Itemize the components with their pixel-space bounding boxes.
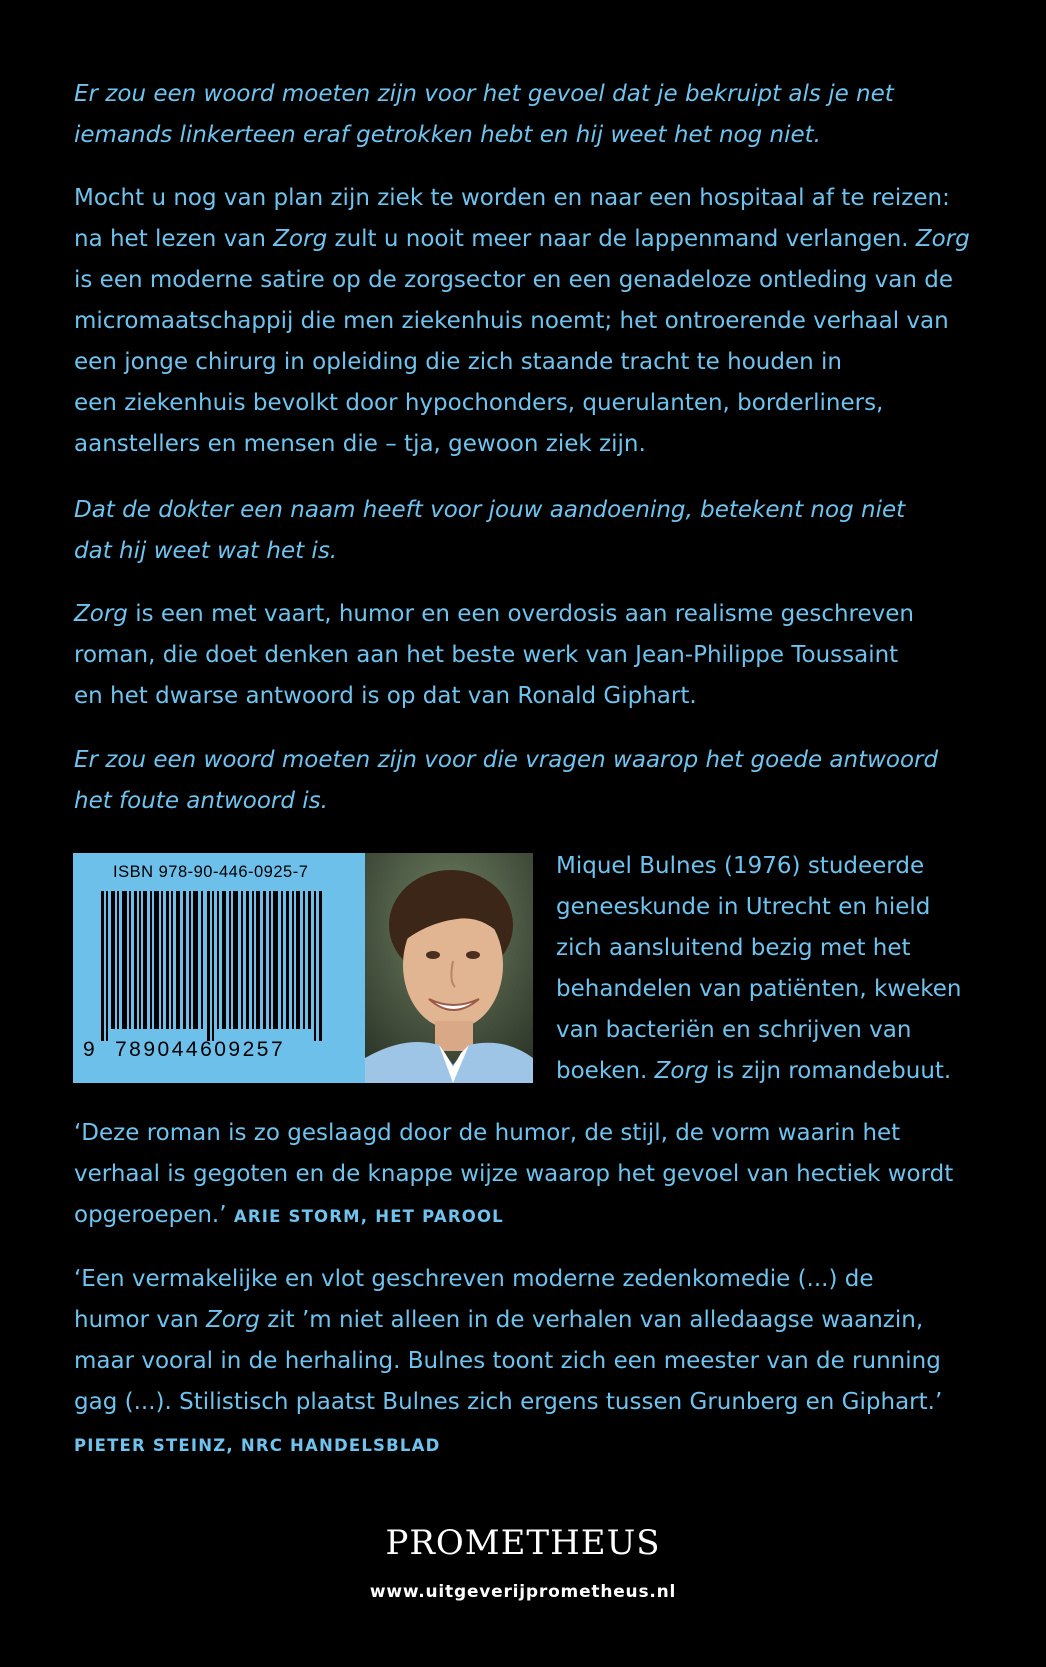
isbn-barcode <box>73 853 365 1083</box>
text-line: gag (...). Stilistisch plaatst Bulnes zich ergens tussen Grunberg en Giphart.’ <box>74 1389 943 1415</box>
book-title: Zorg <box>915 226 970 252</box>
text-line: van bacteriën en schrijven van <box>556 1017 912 1043</box>
text-line: is zijn romandebuut. <box>708 1058 952 1084</box>
text-line: een ziekenhuis bevolkt door hypochonders, querulanten, borderliners, <box>74 390 884 416</box>
book-title: Zorg <box>273 226 328 252</box>
quote-line: dat hij weet wat het is. <box>74 538 338 564</box>
text-line: en het dwarse antwoord is op dat van Ronald Giphart. <box>74 683 697 709</box>
third-quote <box>74 740 999 822</box>
book-title: Zorg <box>206 1307 260 1333</box>
review-attribution: ARIE STORM, HET PAROOL <box>233 1207 504 1226</box>
text-line: behandelen van patiënten, kweken <box>556 976 962 1002</box>
text-line: is een moderne satire op de zorgsector en een genadeloze ontleding van de <box>74 267 953 293</box>
text-line: zit ’m niet alleen in de verhalen van alledaagse waanzin, <box>259 1307 924 1333</box>
quote-line: Er zou een woord moeten zijn voor die vragen waarop het goede antwoord <box>74 747 939 773</box>
text-line: ‘Een vermakelijke en vlot geschreven moderne zedenkomedie (...) de <box>74 1266 874 1292</box>
isbn-number: ISBN 978-90-446-0925-7 <box>113 863 309 881</box>
book-title: Zorg <box>74 601 128 627</box>
text-line: boeken. <box>556 1058 655 1084</box>
quote-line: iemands linkerteen eraf getrokken hebt en hij weet het nog niet. <box>74 122 821 148</box>
barcode-bars <box>101 891 341 1041</box>
second-quote <box>74 490 999 572</box>
text-line: maar vooral in de herhaling. Bulnes toont zich een meester van de running <box>74 1348 941 1374</box>
opening-quote <box>74 74 999 156</box>
text-line: ‘Deze roman is zo geslaagd door de humor, de stijl, de vorm waarin het <box>74 1120 901 1146</box>
synopsis-paragraph <box>74 178 999 465</box>
text-line: geneeskunde in Utrecht en hield <box>556 894 931 920</box>
text-line: roman, die doet denken aan het beste werk van Jean-Philippe Toussaint <box>74 642 899 668</box>
review-quote-2 <box>74 1259 999 1423</box>
quote-line: Dat de dokter een naam heeft voor jouw aandoening, betekent nog niet <box>74 497 906 523</box>
text-line: opgeroepen.’ <box>74 1202 227 1228</box>
quote-line: Er zou een woord moeten zijn voor het gevoel dat je bekruipt als je net <box>74 81 894 107</box>
author-bio <box>556 846 996 1092</box>
barcode-digits: 789044609257 <box>115 1038 286 1061</box>
text-line: zich aansluitend bezig met het <box>556 935 911 961</box>
description-paragraph <box>74 594 999 717</box>
publisher-logo: PROMETHEUS <box>385 1523 661 1563</box>
text-line: een jonge chirurg in opleiding die zich staande tracht te houden in <box>74 349 842 375</box>
text-line: na het lezen van <box>74 226 274 252</box>
book-title: Zorg <box>654 1058 709 1084</box>
text-line: aanstellers en mensen die – tja, gewoon ziek zijn. <box>74 431 646 457</box>
text-line: is een met vaart, humor en een overdosis aan realisme geschreven <box>127 601 915 627</box>
review-quote-1 <box>74 1113 999 1237</box>
publisher-website: www.uitgeverijprometheus.nl <box>369 1582 677 1602</box>
text-line: zult u nooit meer naar de lappenmand verlangen. <box>327 226 916 252</box>
barcode-digit: 9 <box>83 1038 95 1061</box>
text-line: Miquel Bulnes (1976) studeerde <box>556 853 925 879</box>
text-line: verhaal is gegoten en de knappe wijze waarop het gevoel van hectiek wordt <box>74 1161 954 1187</box>
review-attribution: PIETER STEINZ, NRC HANDELSBLAD <box>74 1436 441 1455</box>
author-photo <box>365 853 533 1083</box>
text-line: micromaatschappij die men ziekenhuis noemt; het ontroerende verhaal van <box>74 308 949 334</box>
text-line: humor van <box>74 1307 206 1333</box>
text-line: Mocht u nog van plan zijn ziek te worden en naar een hospitaal af te reizen: <box>74 185 950 211</box>
quote-line: het foute antwoord is. <box>74 788 328 814</box>
